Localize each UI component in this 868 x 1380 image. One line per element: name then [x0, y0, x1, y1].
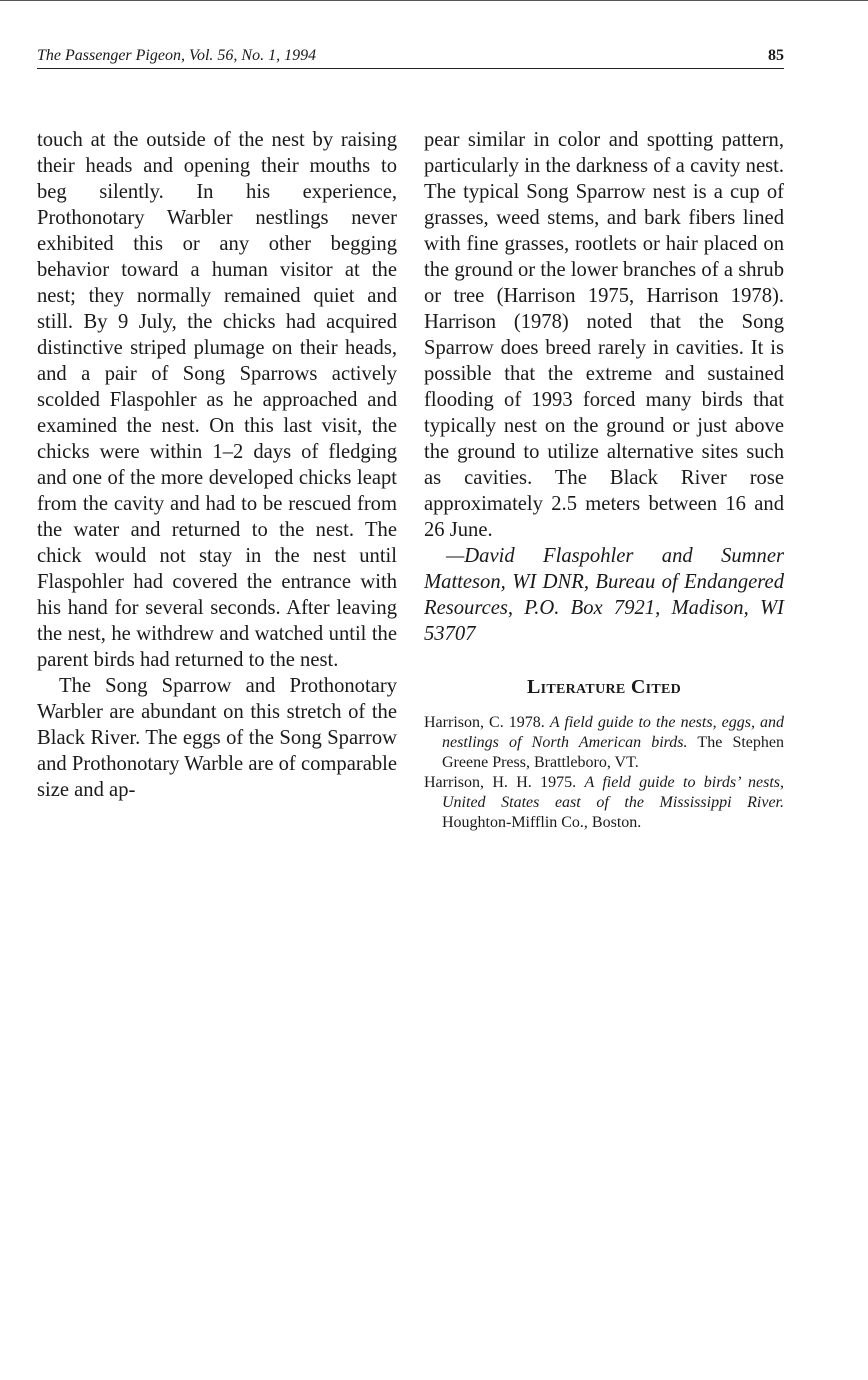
body-paragraph: touch at the outside of the nest by raising their heads and opening their mouths to beg silently. In his experience, Prothonotary Warbler nestlings never exhibited this or any other begging behavior toward a human visitor at the nest; they normally remained quiet and still. By 9 July, the chicks had acquired distinctive striped plumage on their heads, and a pair of Song Sparrows actively scolded Flaspohler as he approached and examined the nest. On this last visit, the chicks were within 1–2 days of fledging and one of the more developed chicks leapt from the cavity and had to be rescued from the water and returned to the nest. The chick would not stay in the nest until Flaspohler had covered the entrance with his hand for several seconds. After leaving the nest, he withdrew and watched until the parent birds had returned to the nest.	[37, 129, 397, 671]
reference-entry	[424, 713, 784, 773]
body-paragraph: The Song Sparrow and Prothonotary Warbler are abundant on this stretch of the Black River. The eggs of the Song Sparrow and Prothonotary Warble are of comparable size and ap-	[37, 675, 397, 801]
reference-publisher: The Stephen Greene Press, Brattleboro, VT.	[442, 734, 784, 771]
left-column	[37, 127, 397, 803]
reference-author: Harrison, C. 1978.	[424, 714, 550, 731]
literature-cited-heading: Literature Cited	[526, 676, 682, 698]
header-rule	[37, 68, 784, 69]
right-column	[424, 127, 784, 833]
reference-publisher: Houghton-Mifflin Co., Boston.	[442, 814, 642, 831]
body-paragraph: pear similar in color and spotting pattern, particularly in the darkness of a cavity nest. The typical Song Sparrow nest is a cup of grasses, weed stems, and bark fibers lined with fine grasses, rootlets or hair placed on the ground or the lower branches of a shrub or tree (Harrison 1975, Harrison 1978). Harrison (1978) noted that the Song Sparrow does breed rarely in cavities. It is possible that the extreme and sustained flooding of 1993 forced many birds that typically nest on the ground or just above the ground to utilize alternative sites such as cavities. The Black River rose approximately 2.5 meters between 16 and 26 June.	[424, 129, 784, 541]
journal-citation: The Passenger Pigeon, Vol. 56, No. 1, 1994	[37, 47, 317, 64]
reference-entry	[424, 773, 784, 833]
reference-title: A field guide to birds’ nests, United States east of the Mississippi River.	[442, 774, 784, 811]
top-border-rule	[0, 0, 868, 1]
reference-author: Harrison, H. H. 1975.	[424, 774, 585, 791]
page-number: 85	[768, 47, 784, 64]
author-signature: —David Flaspohler and Sumner Matteson, WI DNR, Bureau of Endangered Resources, P.O. Box 7921, Madison, WI 53707	[424, 545, 784, 645]
running-head	[37, 44, 784, 68]
reference-title: A field guide to the nests, eggs, and nestlings of North American birds.	[442, 714, 784, 751]
